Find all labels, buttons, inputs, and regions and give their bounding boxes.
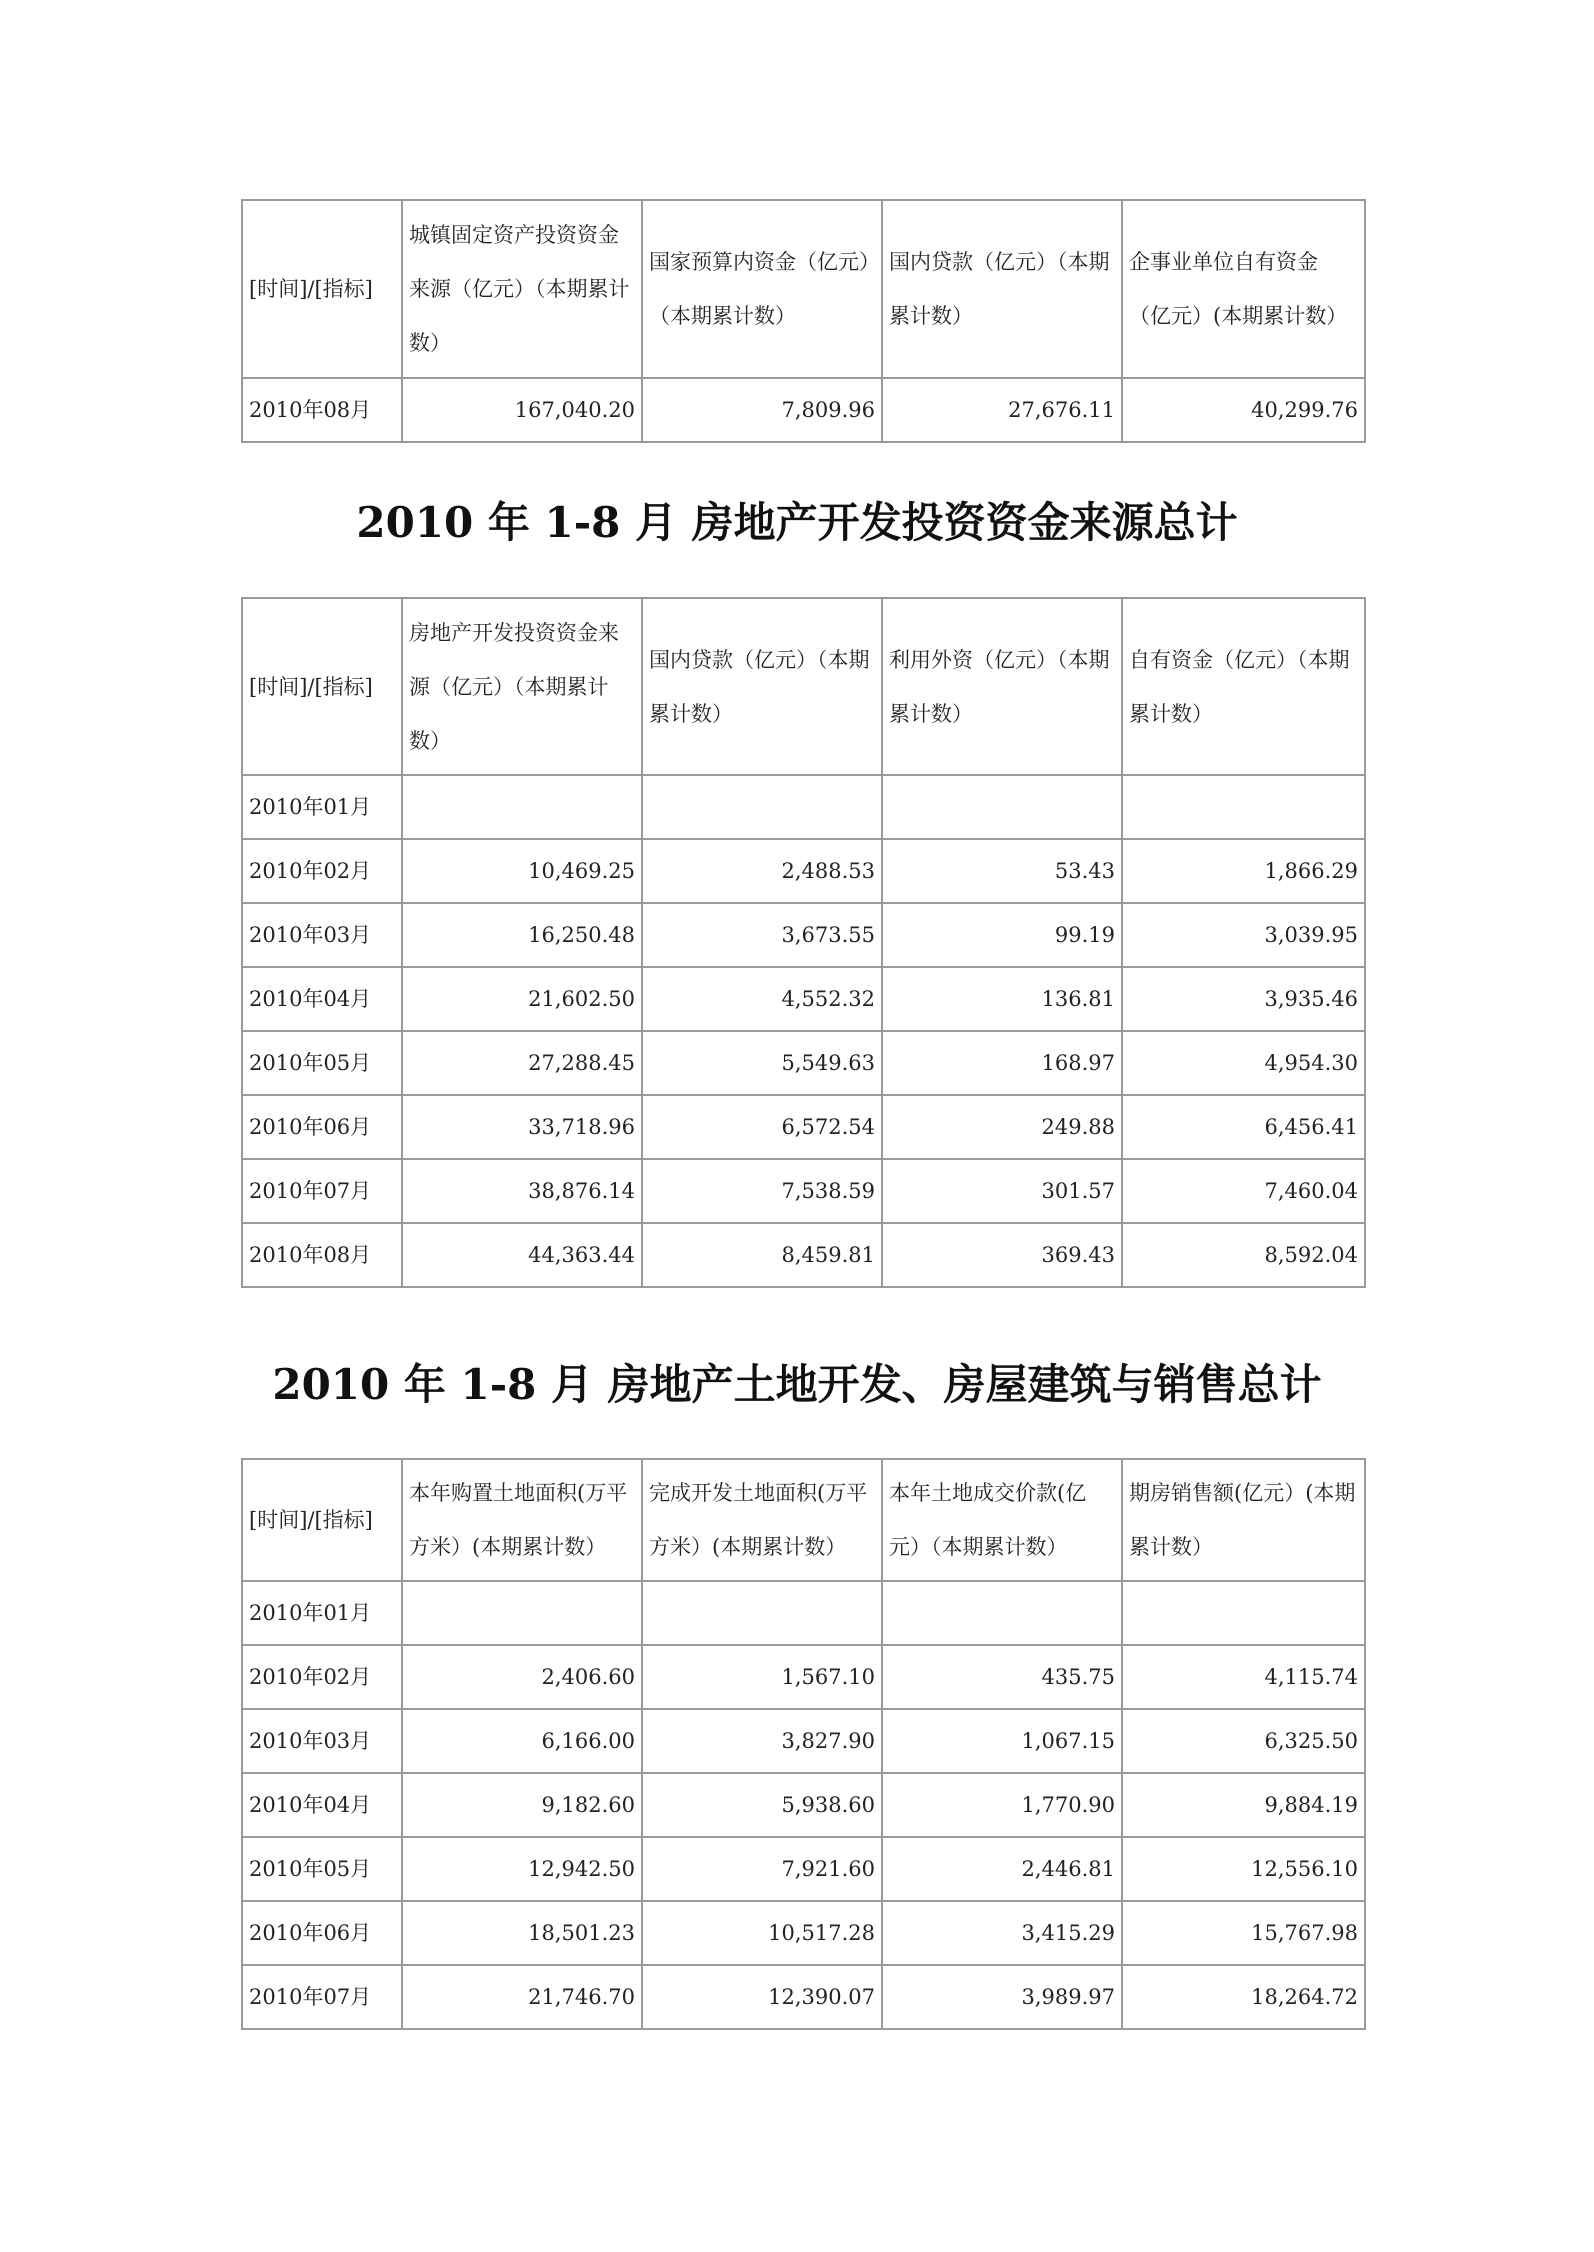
row-date-cell: 2010年08月: [242, 1223, 402, 1287]
header-row: [242, 1459, 1365, 1581]
value-cell: 27,676.11: [882, 378, 1122, 442]
column-header: 本年土地成交价款(亿元）（本期累计数）: [882, 1459, 1122, 1581]
column-header: 利用外资（亿元）（本期累计数）: [882, 598, 1122, 775]
row-date-cell: 2010年07月: [242, 1159, 402, 1223]
land-construction-sales-table: [241, 1458, 1366, 2030]
value-cell: 4,954.30: [1122, 1031, 1365, 1095]
table-row: [242, 839, 1365, 903]
table-row: [242, 1837, 1365, 1901]
row-date-cell: 2010年01月: [242, 1581, 402, 1645]
row-date-cell: 2010年02月: [242, 1645, 402, 1709]
value-cell: 1,866.29: [1122, 839, 1365, 903]
value-cell: 167,040.20: [402, 378, 642, 442]
value-cell: 10,517.28: [642, 1901, 882, 1965]
column-header: 国内贷款（亿元）（本期累计数）: [642, 598, 882, 775]
value-cell: 3,415.29: [882, 1901, 1122, 1965]
value-cell: [402, 1581, 642, 1645]
section-title-investment-source: 2010 年 1-8 月 房地产开发投资资金来源总计: [356, 498, 1238, 547]
value-cell: [402, 775, 642, 839]
value-cell: 40,299.76: [1122, 378, 1365, 442]
value-cell: 1,067.15: [882, 1709, 1122, 1773]
row-date-cell: 2010年03月: [242, 1709, 402, 1773]
table-row: [242, 1645, 1365, 1709]
value-cell: 6,572.54: [642, 1095, 882, 1159]
value-cell: 8,459.81: [642, 1223, 882, 1287]
value-cell: 27,288.45: [402, 1031, 642, 1095]
value-cell: 21,746.70: [402, 1965, 642, 2029]
row-date-cell: 2010年03月: [242, 903, 402, 967]
value-cell: 301.57: [882, 1159, 1122, 1223]
value-cell: 5,938.60: [642, 1773, 882, 1837]
value-cell: 12,390.07: [642, 1965, 882, 2029]
column-header: 自有资金（亿元）（本期累计数）: [1122, 598, 1365, 775]
row-date-cell: 2010年05月: [242, 1031, 402, 1095]
column-header: 国内贷款（亿元）（本期累计数）: [882, 200, 1122, 378]
table-row: [242, 1031, 1365, 1095]
value-cell: [1122, 775, 1365, 839]
table-row: [242, 1581, 1365, 1645]
value-cell: 3,935.46: [1122, 967, 1365, 1031]
value-cell: 2,488.53: [642, 839, 882, 903]
table-row: [242, 967, 1365, 1031]
value-cell: 10,469.25: [402, 839, 642, 903]
value-cell: 18,264.72: [1122, 1965, 1365, 2029]
value-cell: 435.75: [882, 1645, 1122, 1709]
value-cell: [1122, 1581, 1365, 1645]
value-cell: 99.19: [882, 903, 1122, 967]
column-header: [时间]/[指标]: [242, 200, 402, 378]
value-cell: 15,767.98: [1122, 1901, 1365, 1965]
realestate-investment-source-table: [241, 597, 1366, 1288]
column-header: 完成开发土地面积(万平方米）(本期累计数）: [642, 1459, 882, 1581]
table-row: [242, 1773, 1365, 1837]
value-cell: 3,039.95: [1122, 903, 1365, 967]
table-row: [242, 378, 1365, 442]
column-header: 期房销售额(亿元）(本期累计数）: [1122, 1459, 1365, 1581]
value-cell: 3,827.90: [642, 1709, 882, 1773]
value-cell: 1,770.90: [882, 1773, 1122, 1837]
value-cell: 9,182.60: [402, 1773, 642, 1837]
capital-source-table: [241, 199, 1366, 443]
row-date-cell: 2010年05月: [242, 1837, 402, 1901]
value-cell: 6,456.41: [1122, 1095, 1365, 1159]
row-date-cell: 2010年06月: [242, 1901, 402, 1965]
column-header: [时间]/[指标]: [242, 598, 402, 775]
table-row: [242, 1901, 1365, 1965]
table-row: [242, 1095, 1365, 1159]
table-row: [242, 1709, 1365, 1773]
value-cell: 12,556.10: [1122, 1837, 1365, 1901]
value-cell: 38,876.14: [402, 1159, 642, 1223]
value-cell: 18,501.23: [402, 1901, 642, 1965]
value-cell: 3,989.97: [882, 1965, 1122, 2029]
header-row: [242, 200, 1365, 378]
value-cell: 5,549.63: [642, 1031, 882, 1095]
row-date-cell: 2010年07月: [242, 1965, 402, 2029]
value-cell: 9,884.19: [1122, 1773, 1365, 1837]
value-cell: 53.43: [882, 839, 1122, 903]
value-cell: 3,673.55: [642, 903, 882, 967]
value-cell: 44,363.44: [402, 1223, 642, 1287]
row-date-cell: 2010年06月: [242, 1095, 402, 1159]
table-row: [242, 1223, 1365, 1287]
column-header: 房地产开发投资资金来源（亿元）（本期累计数）: [402, 598, 642, 775]
column-header: 城镇固定资产投资资金来源（亿元）（本期累计数）: [402, 200, 642, 378]
column-header: 本年购置土地面积(万平方米）(本期累计数）: [402, 1459, 642, 1581]
header-row: [242, 598, 1365, 775]
section-title-land-construction-sales: 2010 年 1-8 月 房地产土地开发、房屋建筑与销售总计: [272, 1360, 1322, 1409]
value-cell: [642, 775, 882, 839]
value-cell: 6,166.00: [402, 1709, 642, 1773]
value-cell: 4,552.32: [642, 967, 882, 1031]
value-cell: 12,942.50: [402, 1837, 642, 1901]
column-header: 企事业单位自有资金（亿元）(本期累计数）: [1122, 200, 1365, 378]
row-date-cell: 2010年04月: [242, 1773, 402, 1837]
value-cell: [882, 775, 1122, 839]
value-cell: 2,406.60: [402, 1645, 642, 1709]
column-header: 国家预算内资金（亿元）（本期累计数）: [642, 200, 882, 378]
table-row: [242, 1159, 1365, 1223]
value-cell: 6,325.50: [1122, 1709, 1365, 1773]
column-header: [时间]/[指标]: [242, 1459, 402, 1581]
value-cell: 136.81: [882, 967, 1122, 1031]
value-cell: 7,921.60: [642, 1837, 882, 1901]
value-cell: 7,538.59: [642, 1159, 882, 1223]
value-cell: 33,718.96: [402, 1095, 642, 1159]
value-cell: [642, 1581, 882, 1645]
value-cell: 1,567.10: [642, 1645, 882, 1709]
row-date-cell: 2010年02月: [242, 839, 402, 903]
value-cell: 7,460.04: [1122, 1159, 1365, 1223]
row-date-cell: 2010年08月: [242, 378, 402, 442]
value-cell: 249.88: [882, 1095, 1122, 1159]
value-cell: 168.97: [882, 1031, 1122, 1095]
table-row: [242, 775, 1365, 839]
value-cell: 369.43: [882, 1223, 1122, 1287]
value-cell: 16,250.48: [402, 903, 642, 967]
table-row: [242, 903, 1365, 967]
value-cell: [882, 1581, 1122, 1645]
table-row: [242, 1965, 1365, 2029]
value-cell: 4,115.74: [1122, 1645, 1365, 1709]
value-cell: 21,602.50: [402, 967, 642, 1031]
value-cell: 7,809.96: [642, 378, 882, 442]
value-cell: 2,446.81: [882, 1837, 1122, 1901]
value-cell: 8,592.04: [1122, 1223, 1365, 1287]
row-date-cell: 2010年01月: [242, 775, 402, 839]
row-date-cell: 2010年04月: [242, 967, 402, 1031]
